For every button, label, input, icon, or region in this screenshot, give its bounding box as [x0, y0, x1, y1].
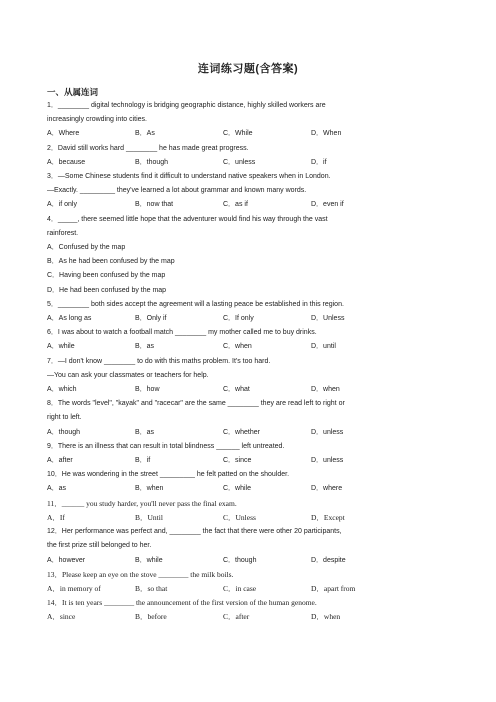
answer-option[interactable]: D．where	[311, 485, 343, 493]
answer-option[interactable]: A．after	[47, 457, 73, 465]
answer-option[interactable]: B．now that	[135, 201, 174, 209]
question-stem: 13．Please keep an eye on the stove ________ the milk boils.	[47, 569, 234, 579]
question-stem: —Exactly. _________ they've learned a lot about grammar and known many words.	[47, 187, 307, 195]
answer-option[interactable]: D．even if	[311, 201, 344, 209]
answer-option[interactable]: D．apart from	[311, 583, 356, 593]
question-stem: 2．David still works hard ________ he has made great progress.	[47, 144, 249, 152]
answer-option[interactable]: B．so that	[135, 583, 168, 593]
question-item	[47, 355, 452, 398]
answer-option[interactable]: D．When	[311, 130, 342, 138]
question-item	[47, 440, 452, 468]
answer-option[interactable]: D．when	[311, 612, 341, 622]
answer-option[interactable]: C．after	[223, 612, 250, 622]
option-row	[47, 426, 452, 440]
question-list	[47, 99, 452, 625]
answer-option[interactable]: C．If only	[223, 315, 254, 323]
question-stem: 4．_____, there seemed little hope that the adventurer would find his way through the vast	[47, 215, 328, 223]
answer-option[interactable]: C．when	[223, 343, 252, 351]
page-title: 连词练习题(含答案)	[197, 63, 299, 75]
question-item	[47, 468, 452, 496]
answer-option[interactable]: C．in case	[223, 583, 257, 593]
answer-option[interactable]: C．what	[223, 386, 250, 394]
answer-option[interactable]: A．because	[47, 158, 86, 166]
answer-option[interactable]: C．unless	[223, 158, 256, 166]
answer-option[interactable]: B．while	[135, 556, 163, 564]
option-row	[47, 127, 452, 141]
option-row	[47, 156, 452, 170]
answer-option[interactable]: C．while	[223, 485, 252, 493]
answer-option[interactable]: C．Unless	[223, 512, 256, 522]
question-stem: rainforest.	[47, 229, 79, 237]
answer-option[interactable]: C．since	[223, 457, 252, 465]
answer-option[interactable]: B．as	[135, 343, 155, 351]
option-row	[47, 482, 452, 496]
answer-option[interactable]: C．though	[223, 556, 257, 564]
question-stem: right to left.	[47, 414, 82, 422]
question-stem: 6．I was about to watch a football match ________ my mother called me to buy drinks.	[47, 329, 317, 337]
section-heading: 一、从属连词	[47, 87, 99, 97]
answer-option[interactable]: C．Having been confused by the map	[47, 272, 166, 280]
answer-option[interactable]: D．He had been confused by the map	[47, 286, 167, 294]
question-item	[47, 596, 452, 624]
question-stem: 9．There is an illness that can result in total blindness ______ left untreated.	[47, 442, 285, 450]
question-item	[47, 213, 452, 298]
option-row	[47, 198, 452, 212]
answer-option[interactable]: A．though	[47, 428, 81, 436]
answer-option[interactable]: D．when	[311, 386, 340, 394]
question-stem: 1．________ digital technology is bridging geographic distance, highly skilled workers are	[47, 102, 326, 109]
question-item	[47, 568, 452, 596]
question-stem: 10．He was wondering in the street _________ he felt patted on the shoulder.	[47, 471, 290, 479]
question-item	[47, 397, 452, 440]
question-item	[47, 525, 452, 568]
question-item	[47, 170, 452, 213]
answer-option[interactable]: A．however	[47, 556, 86, 564]
question-stem: 8．The words "level", "kayak" and "racecar" are the same ________ they are read left to right or	[47, 400, 345, 408]
answer-option[interactable]: B．As he had been confused by the map	[47, 258, 175, 266]
answer-option[interactable]: A．as	[47, 485, 67, 493]
answer-option[interactable]: A．Confused by the map	[47, 244, 126, 252]
option-row	[47, 582, 452, 596]
answer-option[interactable]: A．which	[47, 386, 77, 394]
question-stem: 7．—I don't know ________ to do with this maths problem. It's too hard.	[47, 357, 271, 365]
question-item	[47, 326, 452, 354]
option-row	[47, 511, 452, 525]
question-stem: the first prize still belonged to her.	[47, 542, 152, 550]
option-row	[47, 554, 452, 568]
answer-option[interactable]: B．As	[135, 130, 155, 138]
answer-option[interactable]: A．If	[47, 512, 65, 522]
answer-option[interactable]: C．whether	[223, 428, 260, 436]
answer-option[interactable]: A．while	[47, 343, 75, 351]
answer-option[interactable]: B．if	[135, 457, 151, 465]
question-stem: 5．________ both sides accept the agreement will a lasting peace be established in this region.	[47, 300, 344, 308]
answer-option[interactable]: B．though	[135, 158, 169, 166]
answer-option[interactable]: B．as	[135, 428, 155, 436]
option-row	[47, 610, 452, 624]
answer-option[interactable]: A．if only	[47, 201, 77, 209]
question-item	[47, 497, 452, 525]
answer-option[interactable]: D．until	[311, 343, 336, 351]
option-row	[47, 383, 452, 397]
question-item	[47, 298, 452, 326]
answer-option[interactable]: D．Except	[311, 512, 345, 522]
question-stem: 3．—Some Chinese students find it difficult to understand native speakers when in London.	[47, 173, 331, 181]
answer-option[interactable]: B．Only if	[135, 315, 167, 323]
option-row	[47, 241, 452, 298]
question-stem: 14．It is ten years ________ the announcement of the first version of the human genome.	[47, 598, 317, 608]
answer-option[interactable]: B．when	[135, 485, 164, 493]
answer-option[interactable]: B．Until	[135, 512, 163, 522]
answer-option[interactable]: B．before	[135, 612, 167, 622]
question-stem: 11．______ you study harder, you'll never pass the final exam.	[47, 498, 237, 508]
answer-option[interactable]: D．if	[311, 158, 327, 166]
option-row	[47, 340, 452, 354]
question-stem: 12．Her performance was perfect and, ________ the fact that there were other 20 participants,	[47, 528, 342, 536]
question-stem: —You can ask your classmates or teachers for help.	[47, 371, 209, 379]
answer-option[interactable]: D．unless	[311, 428, 344, 436]
answer-option[interactable]: A．Where	[47, 130, 80, 138]
answer-option[interactable]: A．As long as	[47, 315, 92, 323]
answer-option[interactable]: C．While	[223, 130, 253, 138]
question-item	[47, 142, 452, 170]
question-stem: increasingly crowding into cities.	[47, 116, 147, 124]
question-item	[47, 99, 452, 142]
answer-option[interactable]: D．despite	[311, 556, 346, 564]
option-row	[47, 312, 452, 326]
answer-option[interactable]: B．how	[135, 386, 160, 394]
answer-option[interactable]: A．in memory of	[47, 583, 101, 593]
answer-option[interactable]: A．since	[47, 612, 76, 622]
option-row	[47, 454, 452, 468]
answer-option[interactable]: D．Unless	[311, 315, 345, 323]
answer-option[interactable]: D．unless	[311, 457, 344, 465]
answer-option[interactable]: C．as if	[223, 201, 248, 209]
